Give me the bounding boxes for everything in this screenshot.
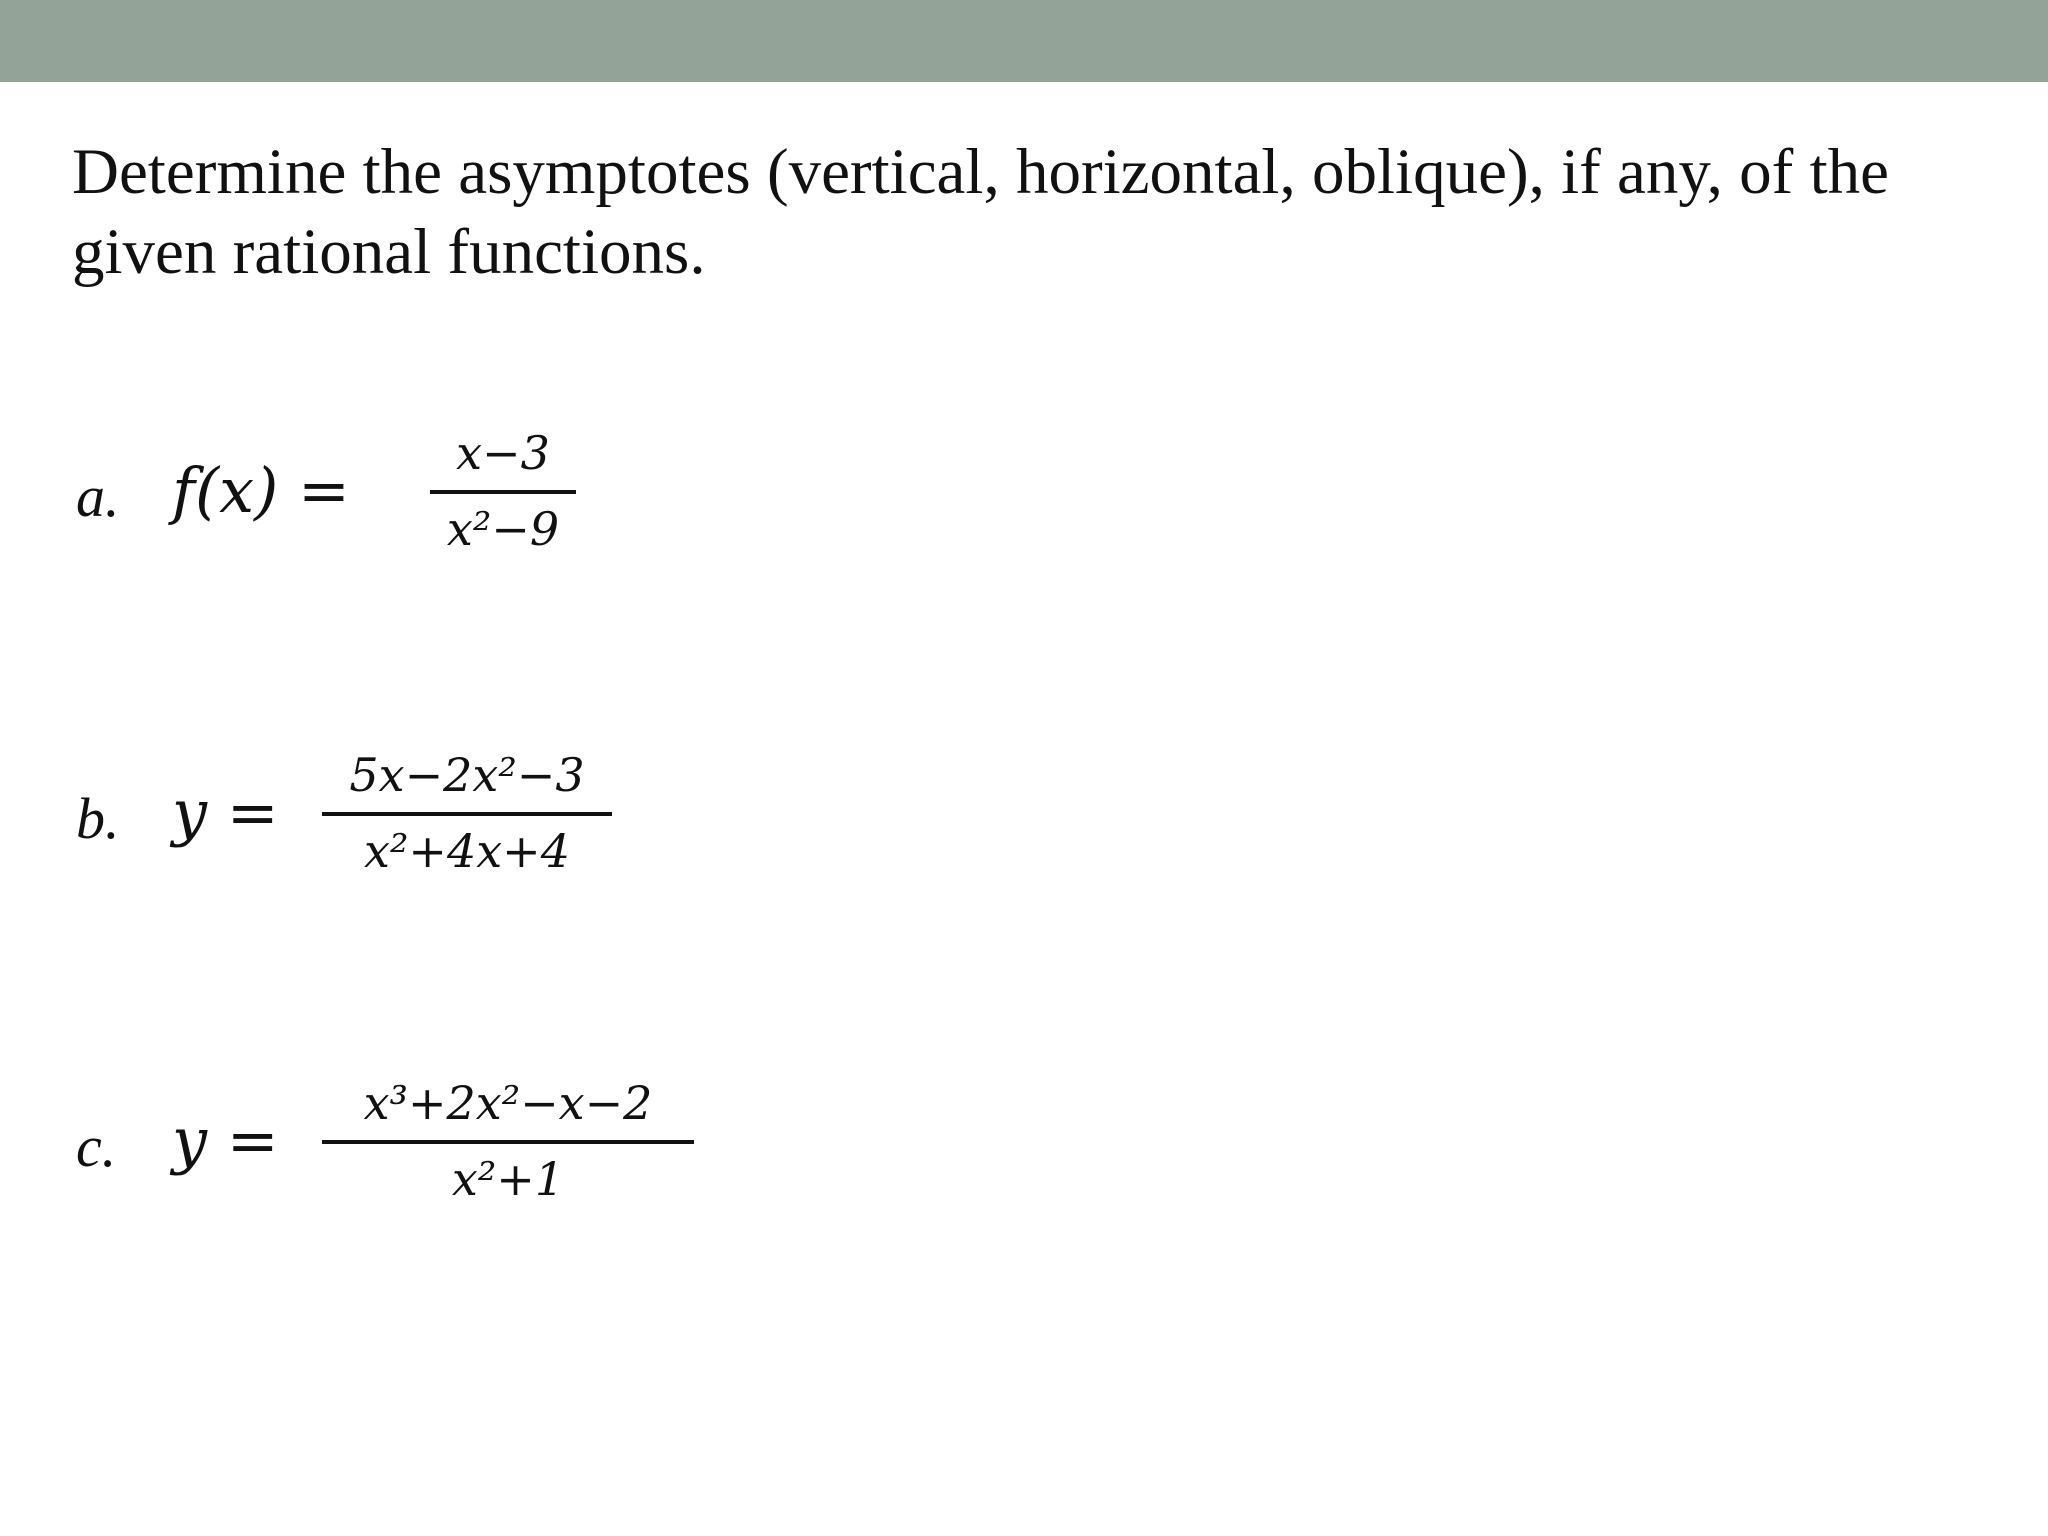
problem-a	[76, 426, 976, 570]
numerator-text: 5x−2x²−3	[349, 748, 585, 802]
denominator-text: x²+4x+4	[364, 824, 570, 878]
numerator	[430, 426, 576, 480]
problem-label: a.	[76, 464, 120, 529]
function-lhs: f(x) =	[172, 454, 350, 527]
instruction-text: Determine the asymptotes (vertical, horizontal, oblique), if any, of the given rational functions.	[72, 136, 1889, 288]
fraction-bar	[322, 812, 612, 816]
problem-label: b.	[76, 786, 120, 851]
denominator	[430, 502, 576, 556]
function-lhs: y =	[172, 1104, 279, 1177]
function-lhs: y =	[172, 776, 279, 849]
denominator-text: x²+1	[451, 1152, 565, 1206]
numerator-text: x−3	[456, 426, 550, 480]
numerator	[322, 748, 612, 802]
header-bar	[0, 0, 2048, 82]
fraction	[322, 748, 612, 878]
numerator	[322, 1076, 694, 1130]
numerator-text: x³+2x²−x−2	[363, 1076, 653, 1130]
fraction	[322, 1076, 694, 1206]
fraction-bar	[430, 490, 576, 494]
fraction	[430, 426, 576, 556]
denominator	[322, 1152, 694, 1206]
fraction-bar	[322, 1140, 694, 1144]
problem-c	[76, 1076, 976, 1220]
problem-label: c.	[76, 1114, 117, 1179]
problem-b	[76, 748, 976, 892]
denominator	[322, 824, 612, 878]
denominator-text: x²−9	[446, 502, 560, 556]
